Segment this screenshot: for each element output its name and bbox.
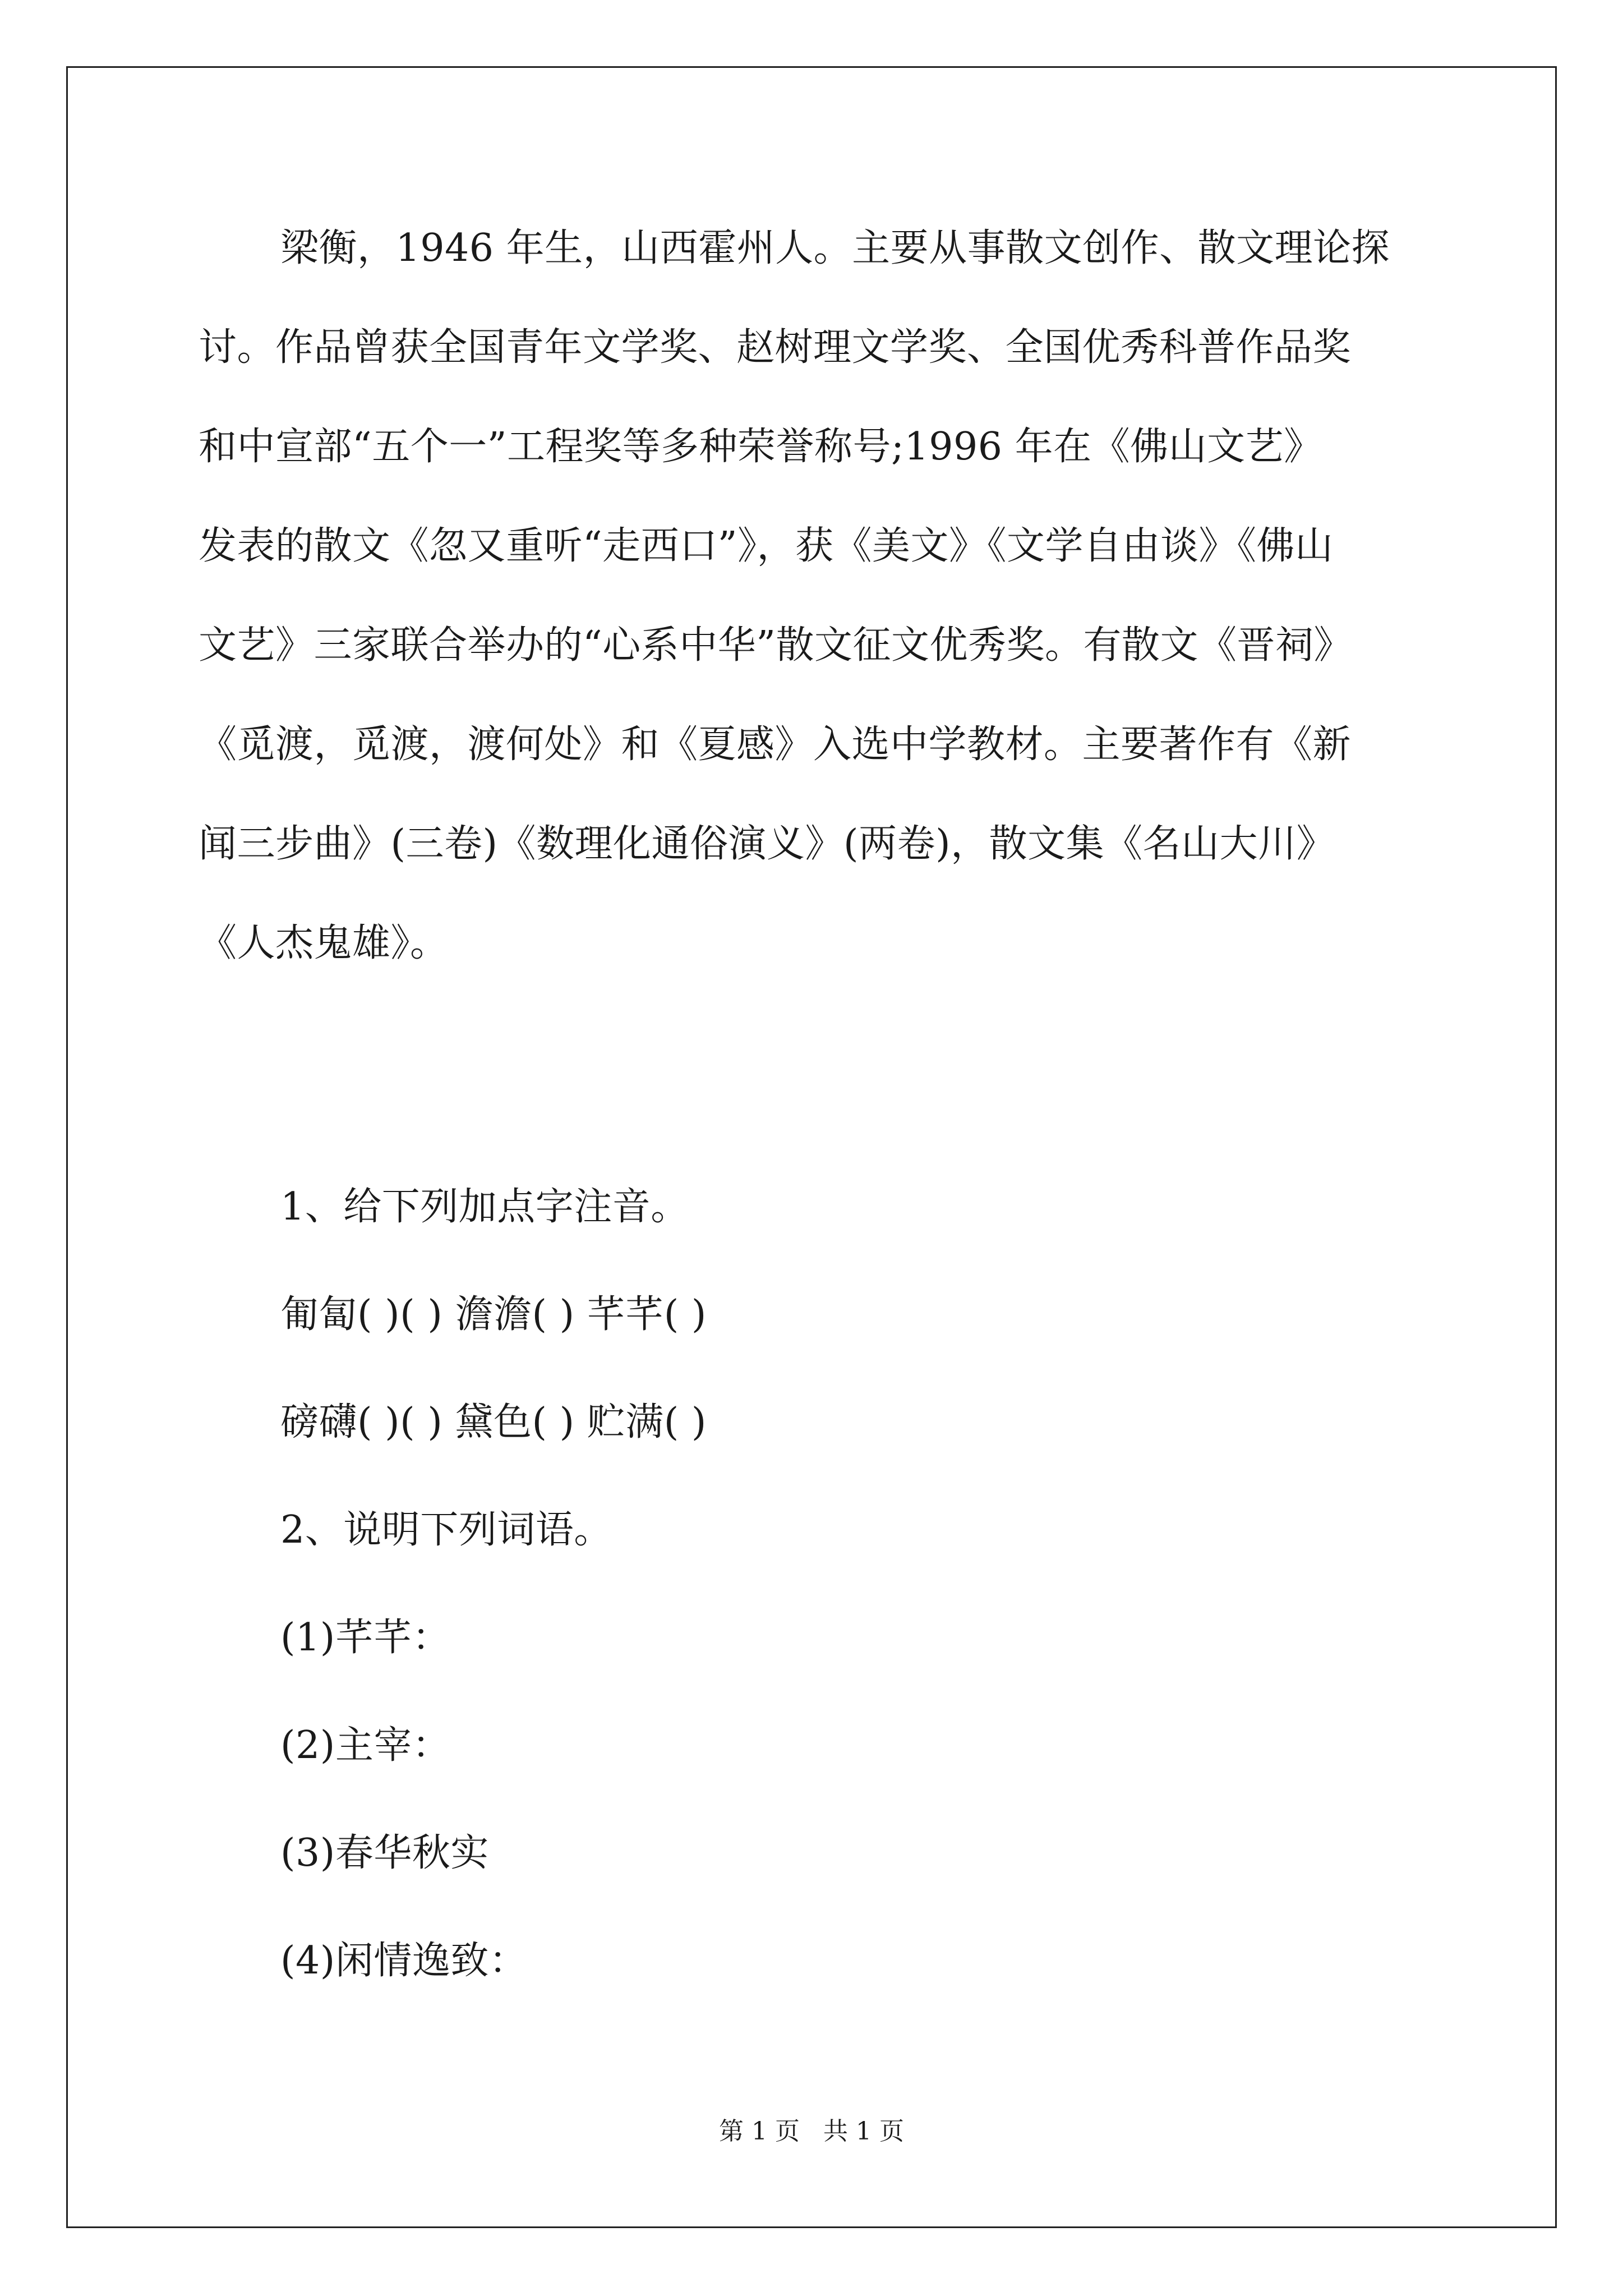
intro-line-6: 《觅渡，觅渡，渡何处》和《夏感》入选中学教材。主要著作有《新: [199, 723, 1352, 767]
intro-line-5: 文艺》三家联合举办的“心系中华”散文征文优秀奖。有散文《晋祠》: [199, 623, 1353, 668]
intro-line-8: 《人杰鬼雄》。: [199, 921, 449, 965]
page-border: [66, 66, 1557, 2228]
question-1-row-2: 磅礴( )( ) 黛色( ) 贮满( ): [280, 1400, 707, 1444]
intro-line-2: 讨。作品曾获全国青年文学奖、赵树理文学奖、全国优秀科普作品奖: [199, 325, 1352, 370]
question-1-row-1: 匍匐( )( ) 澹澹( ) 芊芊( ): [280, 1292, 707, 1337]
intro-line-4: 发表的散文《忽又重听“走西口”》，获《美文》《文学自由谈》《佛山: [199, 524, 1334, 568]
intro-line-7: 闻三步曲》(三卷)《数理化通俗演义》(两卷)，散文集《名山大川》: [199, 822, 1335, 866]
question-2-item-1: (1)芊芊：: [280, 1616, 451, 1660]
question-2-item-4: (4)闲情逸致：: [280, 1939, 528, 1983]
question-2-item-3: (3)春华秋实: [280, 1831, 489, 1875]
page-number-footer: 第 1 页 共 1 页: [719, 2117, 904, 2146]
question-2-item-2: (2)主宰：: [280, 1723, 451, 1768]
question-1-heading: 1、给下列加点字注音。: [280, 1185, 689, 1229]
question-2-heading: 2、说明下列词语。: [280, 1508, 612, 1552]
intro-line-1: 梁衡，1946 年生，山西霍州人。主要从事散文创作、散文理论探: [280, 226, 1390, 270]
intro-line-3: 和中宣部“五个一”工程奖等多种荣誉称号;1996 年在《佛山文艺》: [199, 425, 1322, 469]
